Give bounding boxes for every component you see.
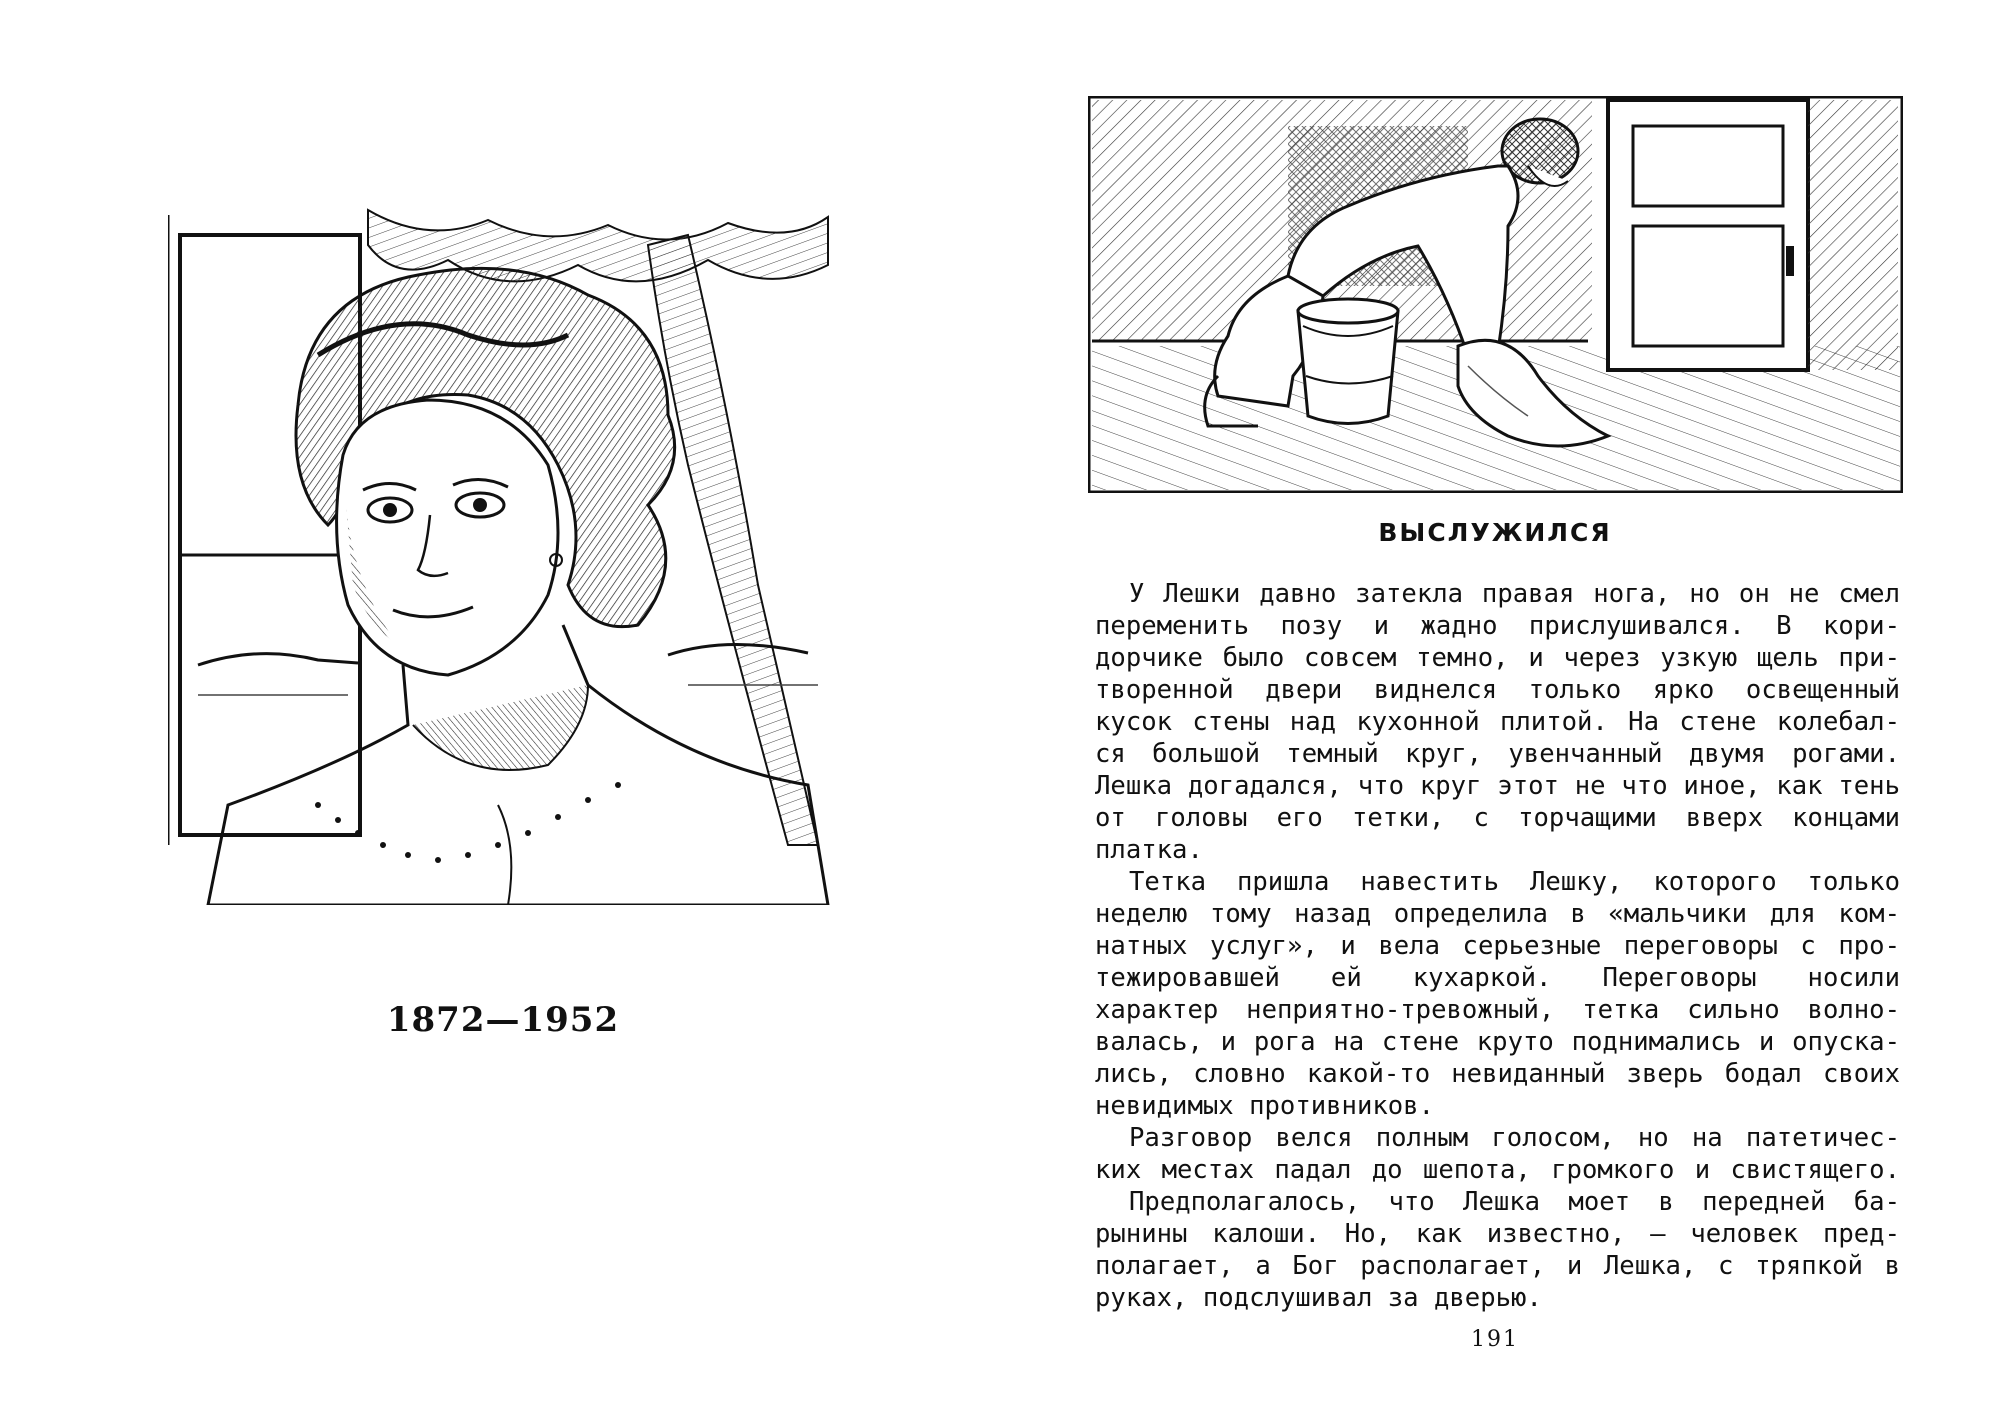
text-line: ся большой темный круг, увенчанный двумя рогами. bbox=[1095, 739, 1900, 769]
text-line: платка. bbox=[1095, 835, 1203, 865]
paragraph-1 bbox=[1095, 578, 1900, 866]
paragraph-4 bbox=[1095, 1186, 1900, 1314]
story-text bbox=[1095, 578, 1900, 1314]
text-line: тежировавшей ей кухаркой. Переговоры носили bbox=[1095, 963, 1900, 993]
story-title: ВЫСЛУЖИЛСЯ bbox=[1378, 518, 1612, 547]
text-line: руках, подслушивал за дверью. bbox=[1095, 1283, 1542, 1313]
portrait-illustration bbox=[168, 205, 838, 905]
text-line: натных услуг», и вела серьезные переговоры с про- bbox=[1095, 931, 1900, 961]
text-line: лись, словно какой-то невиданный зверь бодал своих bbox=[1095, 1059, 1900, 1089]
text-line: характер неприятно-тревожный, тетка сильно волно- bbox=[1095, 995, 1900, 1025]
text-line: полагает, а Бог располагает, и Лешка, с тряпкой в bbox=[1095, 1251, 1900, 1281]
text-line: Тетка пришла навестить Лешку, которого только bbox=[1129, 867, 1900, 897]
text-line: неделю тому назад определила в «мальчики для ком- bbox=[1095, 899, 1900, 929]
text-line: У Лешки давно затекла правая нога, но он не смел bbox=[1129, 579, 1900, 609]
text-line: Предполагалось, что Лешка моет в передней ба- bbox=[1129, 1187, 1900, 1217]
paragraph-2 bbox=[1095, 866, 1900, 1122]
text-line: Лешка догадался, что круг этот не что иное, как тень bbox=[1095, 771, 1900, 801]
paragraph-3 bbox=[1095, 1122, 1900, 1186]
text-line: дорчике было совсем темно, и через узкую щель при- bbox=[1095, 643, 1900, 673]
text-line: от головы его тетки, с торчащими вверх концами bbox=[1095, 803, 1900, 833]
text-line: кусок стены над кухонной плитой. На стене колебал- bbox=[1095, 707, 1900, 737]
text-line: валась, и рога на стене круто поднимались и опуска- bbox=[1095, 1027, 1900, 1057]
text-line: Разговор велся полным голосом, но на патетичес- bbox=[1129, 1123, 1900, 1153]
text-line: ких местах падал до шепота, громкого и свистящего. bbox=[1095, 1155, 1900, 1185]
text-line: невидимых противников. bbox=[1095, 1091, 1434, 1121]
right-page bbox=[1000, 0, 2000, 1421]
text-line: творенной двери виднелся только ярко освещенный bbox=[1095, 675, 1900, 705]
story-illustration bbox=[1088, 96, 1903, 493]
life-dates: 1872—1952 bbox=[386, 1000, 620, 1040]
page-number: 191 bbox=[1471, 1327, 1519, 1352]
text-line: переменить позу и жадно прислушивался. В кори- bbox=[1095, 611, 1900, 641]
text-line: рынины калоши. Но, как известно, — человек пред- bbox=[1095, 1219, 1900, 1249]
